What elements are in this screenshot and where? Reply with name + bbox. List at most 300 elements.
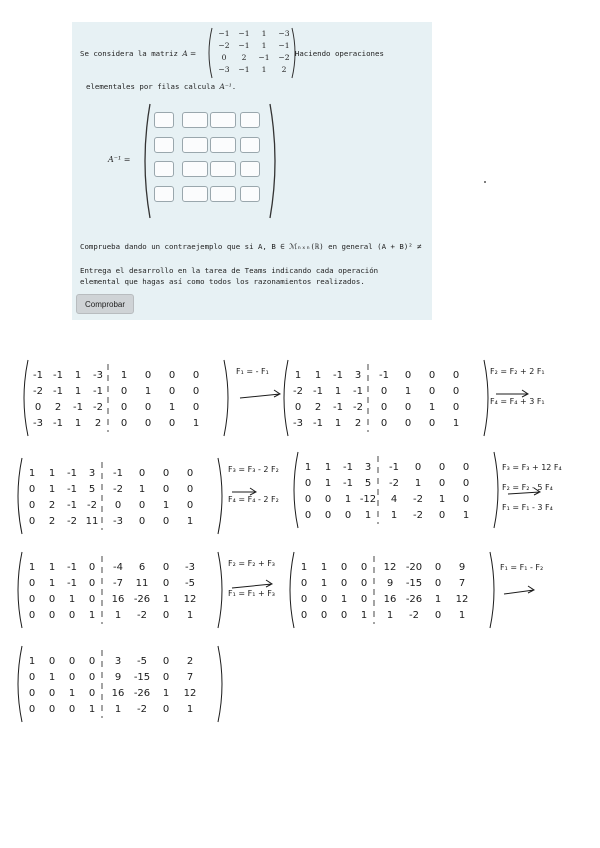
matrix-entry: 0 xyxy=(434,578,442,589)
matrix-entry: -2 xyxy=(413,494,423,505)
matrix-entry: -1 xyxy=(313,386,323,397)
matrix-entry: 1 xyxy=(334,418,342,429)
matrix-entry: 2 xyxy=(48,500,56,511)
statement-text-end: . Haciendo operaciones xyxy=(286,49,384,58)
matrix-entry: -7 xyxy=(113,578,123,589)
matrix-left-bracket xyxy=(290,552,294,628)
matrix-entry: -2 xyxy=(389,478,399,489)
matrix-entry: 1 xyxy=(138,484,146,495)
matrix-entry: 0 xyxy=(48,704,56,715)
matrix-entry: 0 xyxy=(28,484,36,495)
matrix-a-cell: 0 xyxy=(221,53,227,62)
matrix-a-cell: 1 xyxy=(261,41,267,50)
matrix-left-bracket xyxy=(18,458,22,534)
matrix-entry: 1 xyxy=(48,562,56,573)
matrix-entry: 0 xyxy=(88,688,96,699)
matrix-a-cell: −1 xyxy=(238,41,250,50)
matrix-right-bracket xyxy=(224,360,228,436)
matrix-entry: -2 xyxy=(137,704,147,715)
matrix-entry: 1 xyxy=(186,516,194,527)
answer-input-r4-c2[interactable] xyxy=(182,186,208,202)
matrix-entry: 0 xyxy=(404,370,412,381)
matrix-entry: 0 xyxy=(162,704,170,715)
matrix-entry: 1 xyxy=(186,610,194,621)
matrix-entry: -1 xyxy=(73,402,83,413)
matrix-a-cell: −1 xyxy=(238,65,250,74)
matrix-entry: 0 xyxy=(144,370,152,381)
matrix-entry: -2 xyxy=(413,510,423,521)
matrix-entry: -4 xyxy=(113,562,123,573)
answer-label: A⁻¹ = xyxy=(108,155,131,164)
matrix-left-bracket xyxy=(294,452,298,528)
matrix-entry: 1 xyxy=(300,562,308,573)
matrix-a xyxy=(206,27,298,79)
matrix-entry: 0 xyxy=(48,594,56,605)
matrix-left-bracket xyxy=(24,360,28,436)
matrix-entry: 0 xyxy=(28,594,36,605)
matrix-entry: 0 xyxy=(428,386,436,397)
matrix-entry: 0 xyxy=(48,688,56,699)
matrix-a-cell: −2 xyxy=(278,53,290,62)
matrix-entry: 0 xyxy=(138,500,146,511)
matrix-entry: 0 xyxy=(428,418,436,429)
matrix-entry: 0 xyxy=(360,578,368,589)
matrix-a-cell: −3 xyxy=(278,29,290,38)
matrix-entry: -1 xyxy=(353,386,363,397)
answer-input-r4-c4[interactable] xyxy=(240,186,260,202)
inverse-symbol: A⁻¹ xyxy=(219,82,232,91)
answer-input-r3-c2[interactable] xyxy=(182,161,208,177)
matrix-a-cell: −3 xyxy=(218,65,230,74)
stray-dot xyxy=(484,181,486,183)
matrix-a-cell: −1 xyxy=(238,29,250,38)
matrix-entry: 0 xyxy=(28,688,36,699)
matrix-entry: -2 xyxy=(33,386,43,397)
row-operation: F₄ = F₄ + 3 F₁ xyxy=(490,397,545,406)
matrix-entry: 3 xyxy=(114,656,122,667)
matrix-entry: 16 xyxy=(111,594,125,605)
matrix-entry: 0 xyxy=(28,516,36,527)
matrix-entry: 0 xyxy=(360,562,368,573)
answer-input-r2-c4[interactable] xyxy=(240,137,260,153)
matrix-entry: -15 xyxy=(405,578,423,589)
matrix-entry: 1 xyxy=(304,462,312,473)
matrix-entry: 12 xyxy=(183,594,197,605)
matrix-entry: 1 xyxy=(344,494,352,505)
matrix-entry: 11 xyxy=(85,516,99,527)
matrix-entry: 1 xyxy=(324,462,332,473)
matrix-entry: -2 xyxy=(93,402,103,413)
matrix-a-cell: −2 xyxy=(218,41,230,50)
matrix-entry: 1 xyxy=(74,418,82,429)
matrix-entry: 0 xyxy=(114,500,122,511)
matrix-entry: 1 xyxy=(68,688,76,699)
arrow-icon xyxy=(240,390,280,398)
matrix-entry: 1 xyxy=(314,370,322,381)
matrix-entry: 0 xyxy=(304,494,312,505)
matrix-entry: 0 xyxy=(162,484,170,495)
matrix-entry: 1 xyxy=(74,386,82,397)
matrix-a-cell: 1 xyxy=(261,29,267,38)
matrix-entry: -1 xyxy=(113,468,123,479)
matrix-entry: -3 xyxy=(113,516,123,527)
matrix-entry: -2 xyxy=(67,516,77,527)
matrix-entry: 0 xyxy=(304,478,312,489)
matrix-name: A = xyxy=(182,49,197,58)
matrix-entry: -2 xyxy=(137,610,147,621)
matrix-entry: 0 xyxy=(414,462,422,473)
matrix-entry: 0 xyxy=(434,610,442,621)
matrix-a-cell: 1 xyxy=(261,65,267,74)
matrix-entry: 1 xyxy=(324,478,332,489)
matrix-entry: -1 xyxy=(313,418,323,429)
row-operation: F₃ = F₃ - 2 F₂ xyxy=(228,465,279,474)
matrix-entry: -15 xyxy=(133,672,151,683)
matrix-entry: 0 xyxy=(68,656,76,667)
matrix-entry: -2 xyxy=(113,484,123,495)
matrix-entry: 1 xyxy=(162,688,170,699)
check-button[interactable]: Comprobar xyxy=(76,294,134,314)
matrix-entry: 3 xyxy=(88,468,96,479)
matrix-entry: 0 xyxy=(186,468,194,479)
matrix-entry: -26 xyxy=(133,594,151,605)
matrix-entry: 1 xyxy=(120,370,128,381)
matrix-entry: -1 xyxy=(67,500,77,511)
matrix-entry: 0 xyxy=(162,468,170,479)
matrix-entry: 3 xyxy=(364,462,372,473)
matrix-entry: 3 xyxy=(354,370,362,381)
matrix-entry: 1 xyxy=(168,402,176,413)
matrix-entry: 0 xyxy=(28,578,36,589)
arrow-icon xyxy=(504,586,534,594)
matrix-entry: 6 xyxy=(138,562,146,573)
matrix-entry: 1 xyxy=(48,484,56,495)
row-operation: F₄ = F₄ - 2 F₂ xyxy=(228,495,279,504)
matrix-entry: 1 xyxy=(462,510,470,521)
matrix-entry: 0 xyxy=(294,402,302,413)
matrix-entry: 0 xyxy=(28,500,36,511)
matrix-entry: 1 xyxy=(48,578,56,589)
row-operation: F₂ = F₂ - 5 F₄ xyxy=(502,483,553,492)
answer-input-r4-c3[interactable] xyxy=(210,186,236,202)
statement-text-2: elementales por filas calcula xyxy=(86,82,216,91)
matrix-entry: 1 xyxy=(28,468,36,479)
matrix-entry: 16 xyxy=(111,688,125,699)
matrix-entry: 0 xyxy=(438,478,446,489)
matrix-entry: 0 xyxy=(192,370,200,381)
matrix-entry: 9 xyxy=(386,578,394,589)
statement-period: . xyxy=(231,82,237,91)
matrix-entry: -5 xyxy=(137,656,147,667)
quiz-card xyxy=(72,22,432,320)
matrix-entry: 1 xyxy=(364,510,372,521)
matrix-right-bracket xyxy=(490,552,494,628)
matrix-entry: 0 xyxy=(162,672,170,683)
matrix-entry: 16 xyxy=(383,594,397,605)
matrix-entry: 2 xyxy=(48,516,56,527)
matrix-entry: 2 xyxy=(94,418,102,429)
matrix-entry: 1 xyxy=(458,610,466,621)
matrix-entry: -26 xyxy=(405,594,423,605)
matrix-entry: 1 xyxy=(320,562,328,573)
matrix-entry: -3 xyxy=(185,562,195,573)
matrix-entry: -1 xyxy=(33,370,43,381)
matrix-a-cell: −1 xyxy=(218,29,230,38)
matrix-entry: -1 xyxy=(67,468,77,479)
matrix-entry: 0 xyxy=(300,610,308,621)
matrix-entry: 5 xyxy=(364,478,372,489)
matrix-left-bracket xyxy=(18,552,22,628)
matrix-entry: 0 xyxy=(340,610,348,621)
matrix-entry: 0 xyxy=(462,462,470,473)
matrix-entry: 9 xyxy=(458,562,466,573)
matrix-entry: -1 xyxy=(93,386,103,397)
matrix-entry: 0 xyxy=(344,510,352,521)
matrix-a-cell: −1 xyxy=(258,53,270,62)
matrix-entry: -5 xyxy=(185,578,195,589)
arrow-icon xyxy=(232,580,272,588)
matrix-entry: 0 xyxy=(324,510,332,521)
matrix-entry: 0 xyxy=(186,500,194,511)
matrix-entry: 1 xyxy=(114,610,122,621)
matrix-entry: 12 xyxy=(455,594,469,605)
matrix-right-bracket xyxy=(484,360,488,436)
answer-input-r1-c1[interactable] xyxy=(154,112,174,128)
matrix-entry: 5 xyxy=(88,484,96,495)
matrix-entry: 0 xyxy=(192,386,200,397)
matrix-entry: 0 xyxy=(452,402,460,413)
matrix-entry: -2 xyxy=(87,500,97,511)
matrix-entry: 2 xyxy=(314,402,322,413)
matrix-entry: 0 xyxy=(162,516,170,527)
row-operation: F₁ = F₁ - 3 F₄ xyxy=(502,503,553,512)
matrix-entry: -26 xyxy=(133,688,151,699)
matrix-entry: 0 xyxy=(120,386,128,397)
matrix-entry: 0 xyxy=(144,418,152,429)
matrix-entry: 12 xyxy=(183,688,197,699)
matrix-entry: 2 xyxy=(186,656,194,667)
matrix-entry: -12 xyxy=(359,494,377,505)
arrow-icon xyxy=(496,390,528,397)
matrix-entry: 0 xyxy=(404,418,412,429)
matrix-entry: 0 xyxy=(168,418,176,429)
matrix-entry: 0 xyxy=(380,402,388,413)
matrix-entry: 1 xyxy=(320,578,328,589)
matrix-entry: 0 xyxy=(88,578,96,589)
matrix-entry: 1 xyxy=(162,594,170,605)
answer-input-r2-c3[interactable] xyxy=(210,137,236,153)
matrix-entry: 0 xyxy=(88,562,96,573)
matrix-entry: 0 xyxy=(138,468,146,479)
matrix-entry: -1 xyxy=(53,386,63,397)
matrix-entry: 0 xyxy=(28,672,36,683)
matrix-entry: 1 xyxy=(162,500,170,511)
matrix-entry: 1 xyxy=(438,494,446,505)
matrix-entry: -1 xyxy=(53,418,63,429)
matrix-entry: 0 xyxy=(320,610,328,621)
matrix-left-bracket xyxy=(284,360,288,436)
matrix-entry: 1 xyxy=(294,370,302,381)
answer-input-r4-c1[interactable] xyxy=(154,186,174,202)
matrix-entry: 0 xyxy=(380,418,388,429)
matrix-entry: 1 xyxy=(404,386,412,397)
matrix-entry: 1 xyxy=(74,370,82,381)
matrix-entry: -1 xyxy=(343,462,353,473)
row-operation: F₃ = F₃ + 12 F₄ xyxy=(502,463,562,472)
matrix-entry: 0 xyxy=(48,656,56,667)
matrix-entry: 0 xyxy=(324,494,332,505)
matrix-entry: 0 xyxy=(340,562,348,573)
matrix-entry: 0 xyxy=(304,510,312,521)
matrix-entry: 1 xyxy=(386,610,394,621)
row-operation: F₂ = F₂ + 2 F₁ xyxy=(490,367,545,376)
matrix-entry: -1 xyxy=(67,562,77,573)
answer-input-r1-c3[interactable] xyxy=(210,112,236,128)
matrix-entry: 4 xyxy=(390,494,398,505)
matrix-entry: 0 xyxy=(120,418,128,429)
matrix-entry: -3 xyxy=(33,418,43,429)
matrix-entry: 1 xyxy=(186,704,194,715)
matrix-entry: 0 xyxy=(162,578,170,589)
matrix-entry: 0 xyxy=(434,562,442,573)
matrix-entry: 0 xyxy=(438,510,446,521)
matrix-entry: -1 xyxy=(333,370,343,381)
deliver-line-2: elemental que hagas así como todos los razonamientos realizados. xyxy=(80,277,365,286)
matrix-entry: 0 xyxy=(168,370,176,381)
matrix-entry: -1 xyxy=(53,370,63,381)
answer-input-r2-c2[interactable] xyxy=(182,137,208,153)
matrix-entry: 0 xyxy=(186,484,194,495)
matrix-entry: -3 xyxy=(293,418,303,429)
matrix-entry: 0 xyxy=(360,594,368,605)
matrix-entry: 1 xyxy=(452,418,460,429)
matrix-entry: 12 xyxy=(383,562,397,573)
row-operation: F₁ = F₁ + F₃ xyxy=(228,589,276,598)
row-operation: F₂ = F₂ + F₃ xyxy=(228,559,276,568)
matrix-right-bracket xyxy=(218,552,222,628)
matrix-entry: 0 xyxy=(428,370,436,381)
matrix-entry: 0 xyxy=(380,386,388,397)
matrix-entry: 1 xyxy=(434,594,442,605)
matrix-entry: 0 xyxy=(28,610,36,621)
answer-input-r1-c2[interactable] xyxy=(182,112,208,128)
statement-line-2 xyxy=(86,82,236,91)
matrix-entry: 1 xyxy=(28,562,36,573)
matrix-entry: 0 xyxy=(68,704,76,715)
matrix-entry: 1 xyxy=(88,704,96,715)
deliver-line-1: Entrega el desarrollo en la tarea de Teams indicando cada operación xyxy=(80,266,379,275)
matrix-entry: 9 xyxy=(114,672,122,683)
row-operation: F₁ = F₁ - F₂ xyxy=(500,563,544,572)
matrix-a-cell: −1 xyxy=(278,41,290,50)
matrix-entry: -1 xyxy=(333,402,343,413)
answer-input-r3-c1[interactable] xyxy=(154,161,174,177)
matrix-entry: 0 xyxy=(48,610,56,621)
matrix-entry: 0 xyxy=(88,672,96,683)
matrix-entry: 0 xyxy=(340,578,348,589)
matrix-entry: 1 xyxy=(144,386,152,397)
check-instruction: Comprueba dando un contraejemplo que si A, B ∈ ℳₙₓₙ(ℝ) en general (A + B)² ≠ xyxy=(80,242,422,251)
answer-input-r3-c4[interactable] xyxy=(240,161,260,177)
matrix-entry: -1 xyxy=(343,478,353,489)
matrix-entry: 0 xyxy=(162,610,170,621)
matrix-entry: 2 xyxy=(354,418,362,429)
matrix-entry: 1 xyxy=(88,610,96,621)
matrix-entry: 0 xyxy=(404,402,412,413)
matrix-entry: 0 xyxy=(462,478,470,489)
matrix-entry: 0 xyxy=(34,402,42,413)
matrix-entry: 0 xyxy=(168,386,176,397)
matrix-entry: -1 xyxy=(389,462,399,473)
matrix-entry: 0 xyxy=(138,516,146,527)
matrix-entry: 0 xyxy=(28,704,36,715)
matrix-right-bracket xyxy=(218,458,222,534)
handwritten-notes xyxy=(0,340,600,740)
deliver-instruction xyxy=(80,265,378,287)
matrix-entry: -2 xyxy=(409,610,419,621)
matrix-entry: -1 xyxy=(67,578,77,589)
matrix-entry: 0 xyxy=(162,562,170,573)
matrix-entry: -20 xyxy=(405,562,423,573)
matrix-right-bracket xyxy=(494,452,498,528)
matrix-entry: 1 xyxy=(390,510,398,521)
matrix-entry: 2 xyxy=(54,402,62,413)
matrix-entry: 7 xyxy=(186,672,194,683)
answer-input-r3-c3[interactable] xyxy=(210,161,236,177)
matrix-entry: 0 xyxy=(144,402,152,413)
matrix-a-cell: 2 xyxy=(241,53,247,62)
matrix-entry: -2 xyxy=(293,386,303,397)
matrix-entry: 1 xyxy=(48,672,56,683)
answer-input-r1-c4[interactable] xyxy=(240,112,260,128)
matrix-entry: 0 xyxy=(162,656,170,667)
matrix-entry: 0 xyxy=(452,370,460,381)
answer-matrix xyxy=(142,102,278,220)
matrix-a-cell: 2 xyxy=(281,65,287,74)
answer-input-r2-c1[interactable] xyxy=(154,137,174,153)
matrix-right-bracket xyxy=(218,646,222,722)
matrix-entry: 1 xyxy=(334,386,342,397)
matrix-entry: 1 xyxy=(340,594,348,605)
row-operation: F₁ = - F₁ xyxy=(236,367,269,376)
matrix-entry: 11 xyxy=(135,578,149,589)
matrix-left-bracket xyxy=(18,646,22,722)
matrix-entry: 0 xyxy=(88,656,96,667)
matrix-entry: 1 xyxy=(428,402,436,413)
statement-line-1 xyxy=(80,49,196,58)
matrix-entry: 0 xyxy=(68,672,76,683)
matrix-entry: 0 xyxy=(452,386,460,397)
matrix-entry: -1 xyxy=(67,484,77,495)
matrix-entry: 1 xyxy=(360,610,368,621)
matrix-entry: 1 xyxy=(48,468,56,479)
matrix-entry: 0 xyxy=(120,402,128,413)
arrow-icon xyxy=(232,488,256,495)
matrix-entry: 1 xyxy=(68,594,76,605)
matrix-entry: -3 xyxy=(93,370,103,381)
matrix-entry: 0 xyxy=(68,610,76,621)
matrix-entry: 1 xyxy=(114,704,122,715)
matrix-entry: 1 xyxy=(414,478,422,489)
matrix-entry: 1 xyxy=(192,418,200,429)
matrix-entry: 0 xyxy=(438,462,446,473)
matrix-entry: 0 xyxy=(320,594,328,605)
matrix-entry: 0 xyxy=(462,494,470,505)
matrix-entry: -2 xyxy=(353,402,363,413)
matrix-entry: 0 xyxy=(300,594,308,605)
matrix-entry: 0 xyxy=(192,402,200,413)
matrix-entry: 0 xyxy=(300,578,308,589)
